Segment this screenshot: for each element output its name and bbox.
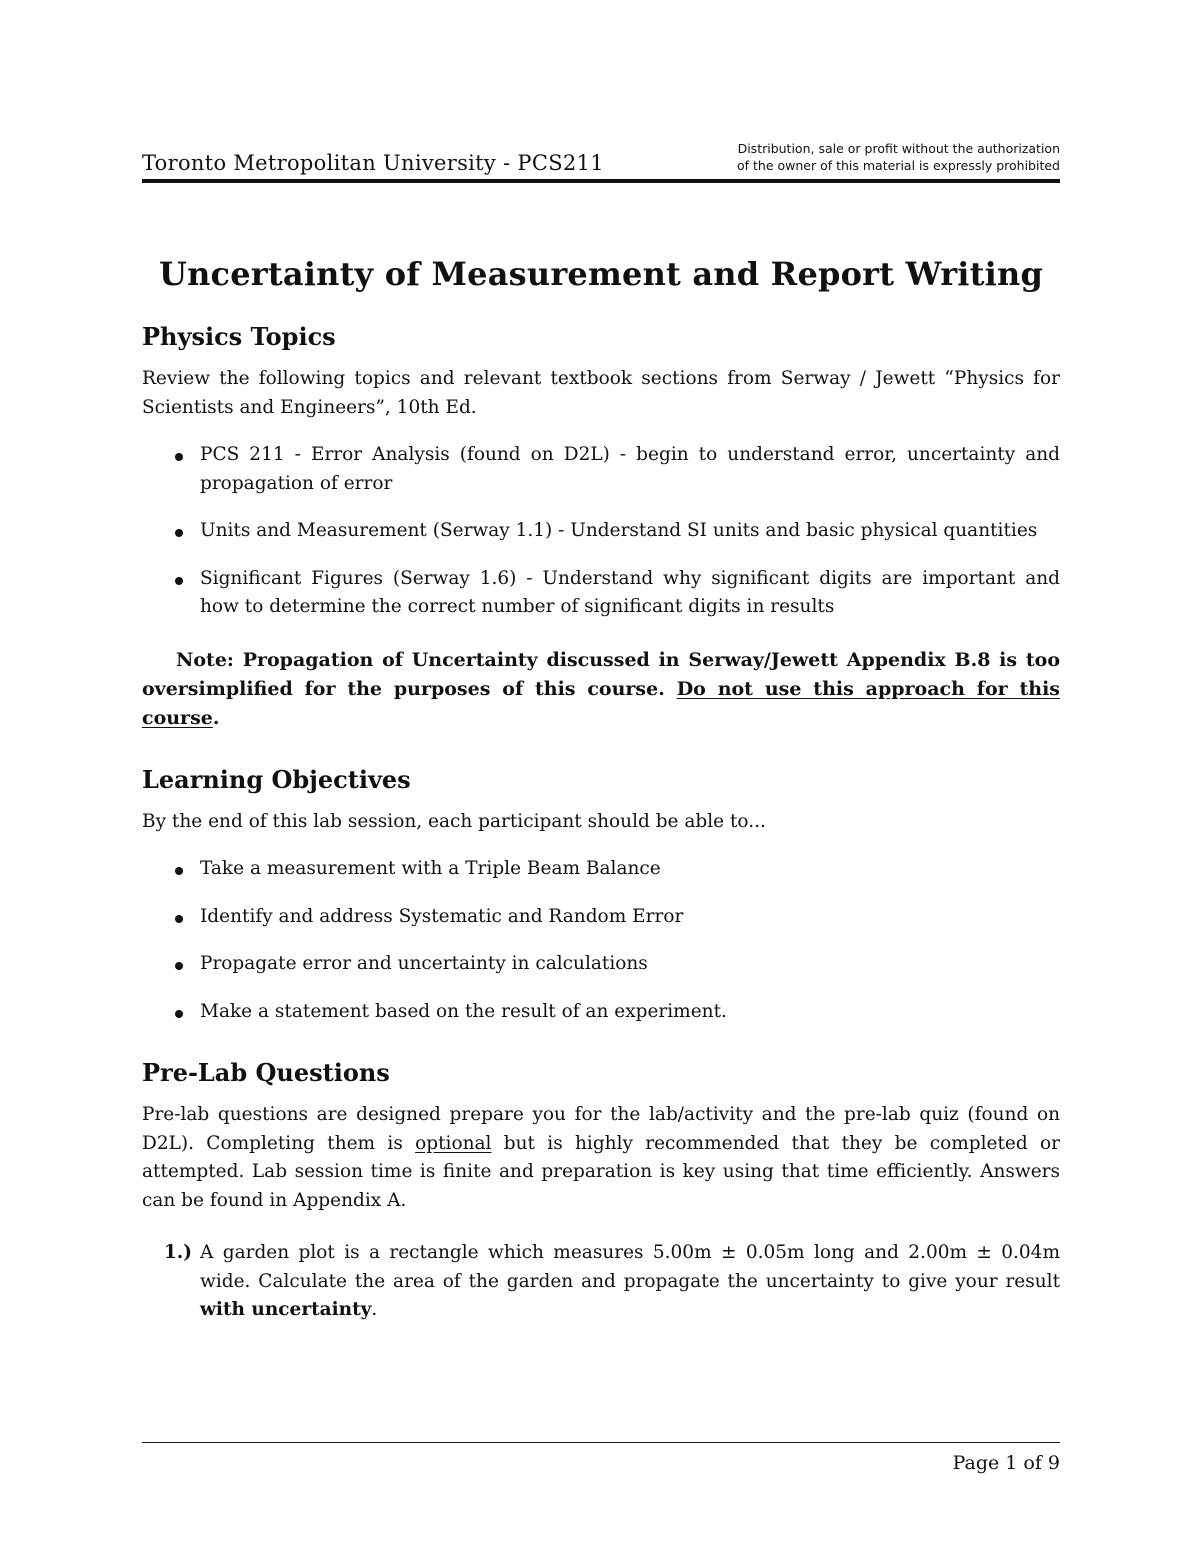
list-item — [142, 517, 1060, 546]
list-item-text: PCS 211 - Error Analysis (found on D2L) - begin to understand error, uncertainty and propagation of error — [200, 444, 1060, 494]
list-item — [142, 950, 1060, 979]
bullet-icon — [175, 453, 183, 461]
bullet-icon — [175, 1010, 183, 1018]
pre-lab-intro-text-end: but is highly recommended that they be completed or attempted. Lab session time is finite and preparation is key using that time efficiently. Answers can be found in Appendix A. — [142, 1132, 1060, 1211]
section-heading-learning-objectives: Learning Objectives — [142, 764, 411, 794]
document-title: Uncertainty of Measurement and Report Writing — [158, 255, 1044, 293]
page-content — [142, 250, 1060, 1325]
propagation-note — [142, 646, 1060, 733]
bullet-icon — [175, 867, 183, 875]
section-heading-physics-topics: Physics Topics — [142, 322, 336, 351]
physics-topics-intro: Review the following topics and relevant textbook sections from Serway / Jewett “Physics for Scientists and Engineers”, 10th Ed. — [142, 368, 1060, 418]
header-institution: Toronto Metropolitan University - PCS211 — [142, 151, 604, 175]
pre-lab-question-list — [142, 1239, 1060, 1325]
header-rule — [142, 179, 1060, 183]
note-end: . — [212, 706, 220, 729]
note-text: Note: Propagation of Uncertainty discussed in Serway/Jewett Appendix B.8 is too oversimplified for the purposes of this course. — [142, 648, 1060, 700]
list-item-text: Significant Figures (Serway 1.6) - Understand why significant digits are important and how to determine the correct number of significant digits in results — [200, 567, 1060, 617]
pre-lab-intro — [142, 1101, 1060, 1215]
bullet-icon — [175, 577, 183, 585]
pre-lab-optional-word: optional — [415, 1132, 492, 1154]
list-item-text: Propagate error and uncertainty in calculations — [200, 953, 648, 974]
physics-topics-list — [142, 441, 1060, 622]
list-item-text: Make a statement based on the result of an experiment. — [200, 1000, 727, 1022]
list-item — [142, 855, 1060, 884]
list-item — [142, 441, 1060, 498]
question-text-end: . — [371, 1299, 378, 1320]
page-number: Page 1 of 9 — [952, 1452, 1060, 1474]
learning-objectives-list — [142, 855, 1060, 1026]
list-item-text: Units and Measurement (Serway 1.1) - Understand SI units and basic physical quantities — [200, 520, 1038, 541]
header-copyright-line-1: Distribution, sale or profit without the authorization — [737, 141, 1060, 156]
question-emphasis: with uncertainty — [200, 1299, 372, 1320]
section-heading-pre-lab-questions: Pre-Lab Questions — [142, 1058, 390, 1087]
learning-objectives-intro: By the end of this lab session, each participant should be able to... — [142, 810, 766, 832]
list-item — [142, 903, 1060, 932]
page-header — [142, 140, 1060, 180]
question-text: A garden plot is a rectangle which measures 5.00m ± 0.05m long and 2.00m ± 0.04m wide. Calculate the area of the garden and propagate the uncertainty to give your result — [200, 1242, 1060, 1292]
note-underlined-warning: Do not use this approach for this course — [142, 677, 1060, 729]
footer-rule — [142, 1442, 1060, 1443]
bullet-icon — [175, 962, 183, 970]
pre-lab-intro-text: Pre-lab questions are designed prepare you for the lab/activity and the pre-lab quiz (found on D2L). Completing them is — [142, 1104, 1060, 1154]
bullet-icon — [175, 915, 183, 923]
document-page — [142, 0, 1060, 1553]
list-item-text: Take a measurement with a Triple Beam Balance — [200, 858, 661, 879]
list-item — [142, 565, 1060, 622]
list-item — [142, 998, 1060, 1027]
header-copyright-line-2: of the owner of this material is expressly prohibited — [736, 158, 1060, 173]
question-number: 1.) — [163, 1242, 192, 1263]
header-copyright-notice — [737, 140, 1060, 174]
question-item — [142, 1239, 1060, 1325]
bullet-icon — [175, 529, 183, 537]
list-item-text: Identify and address Systematic and Random Error — [200, 905, 684, 927]
